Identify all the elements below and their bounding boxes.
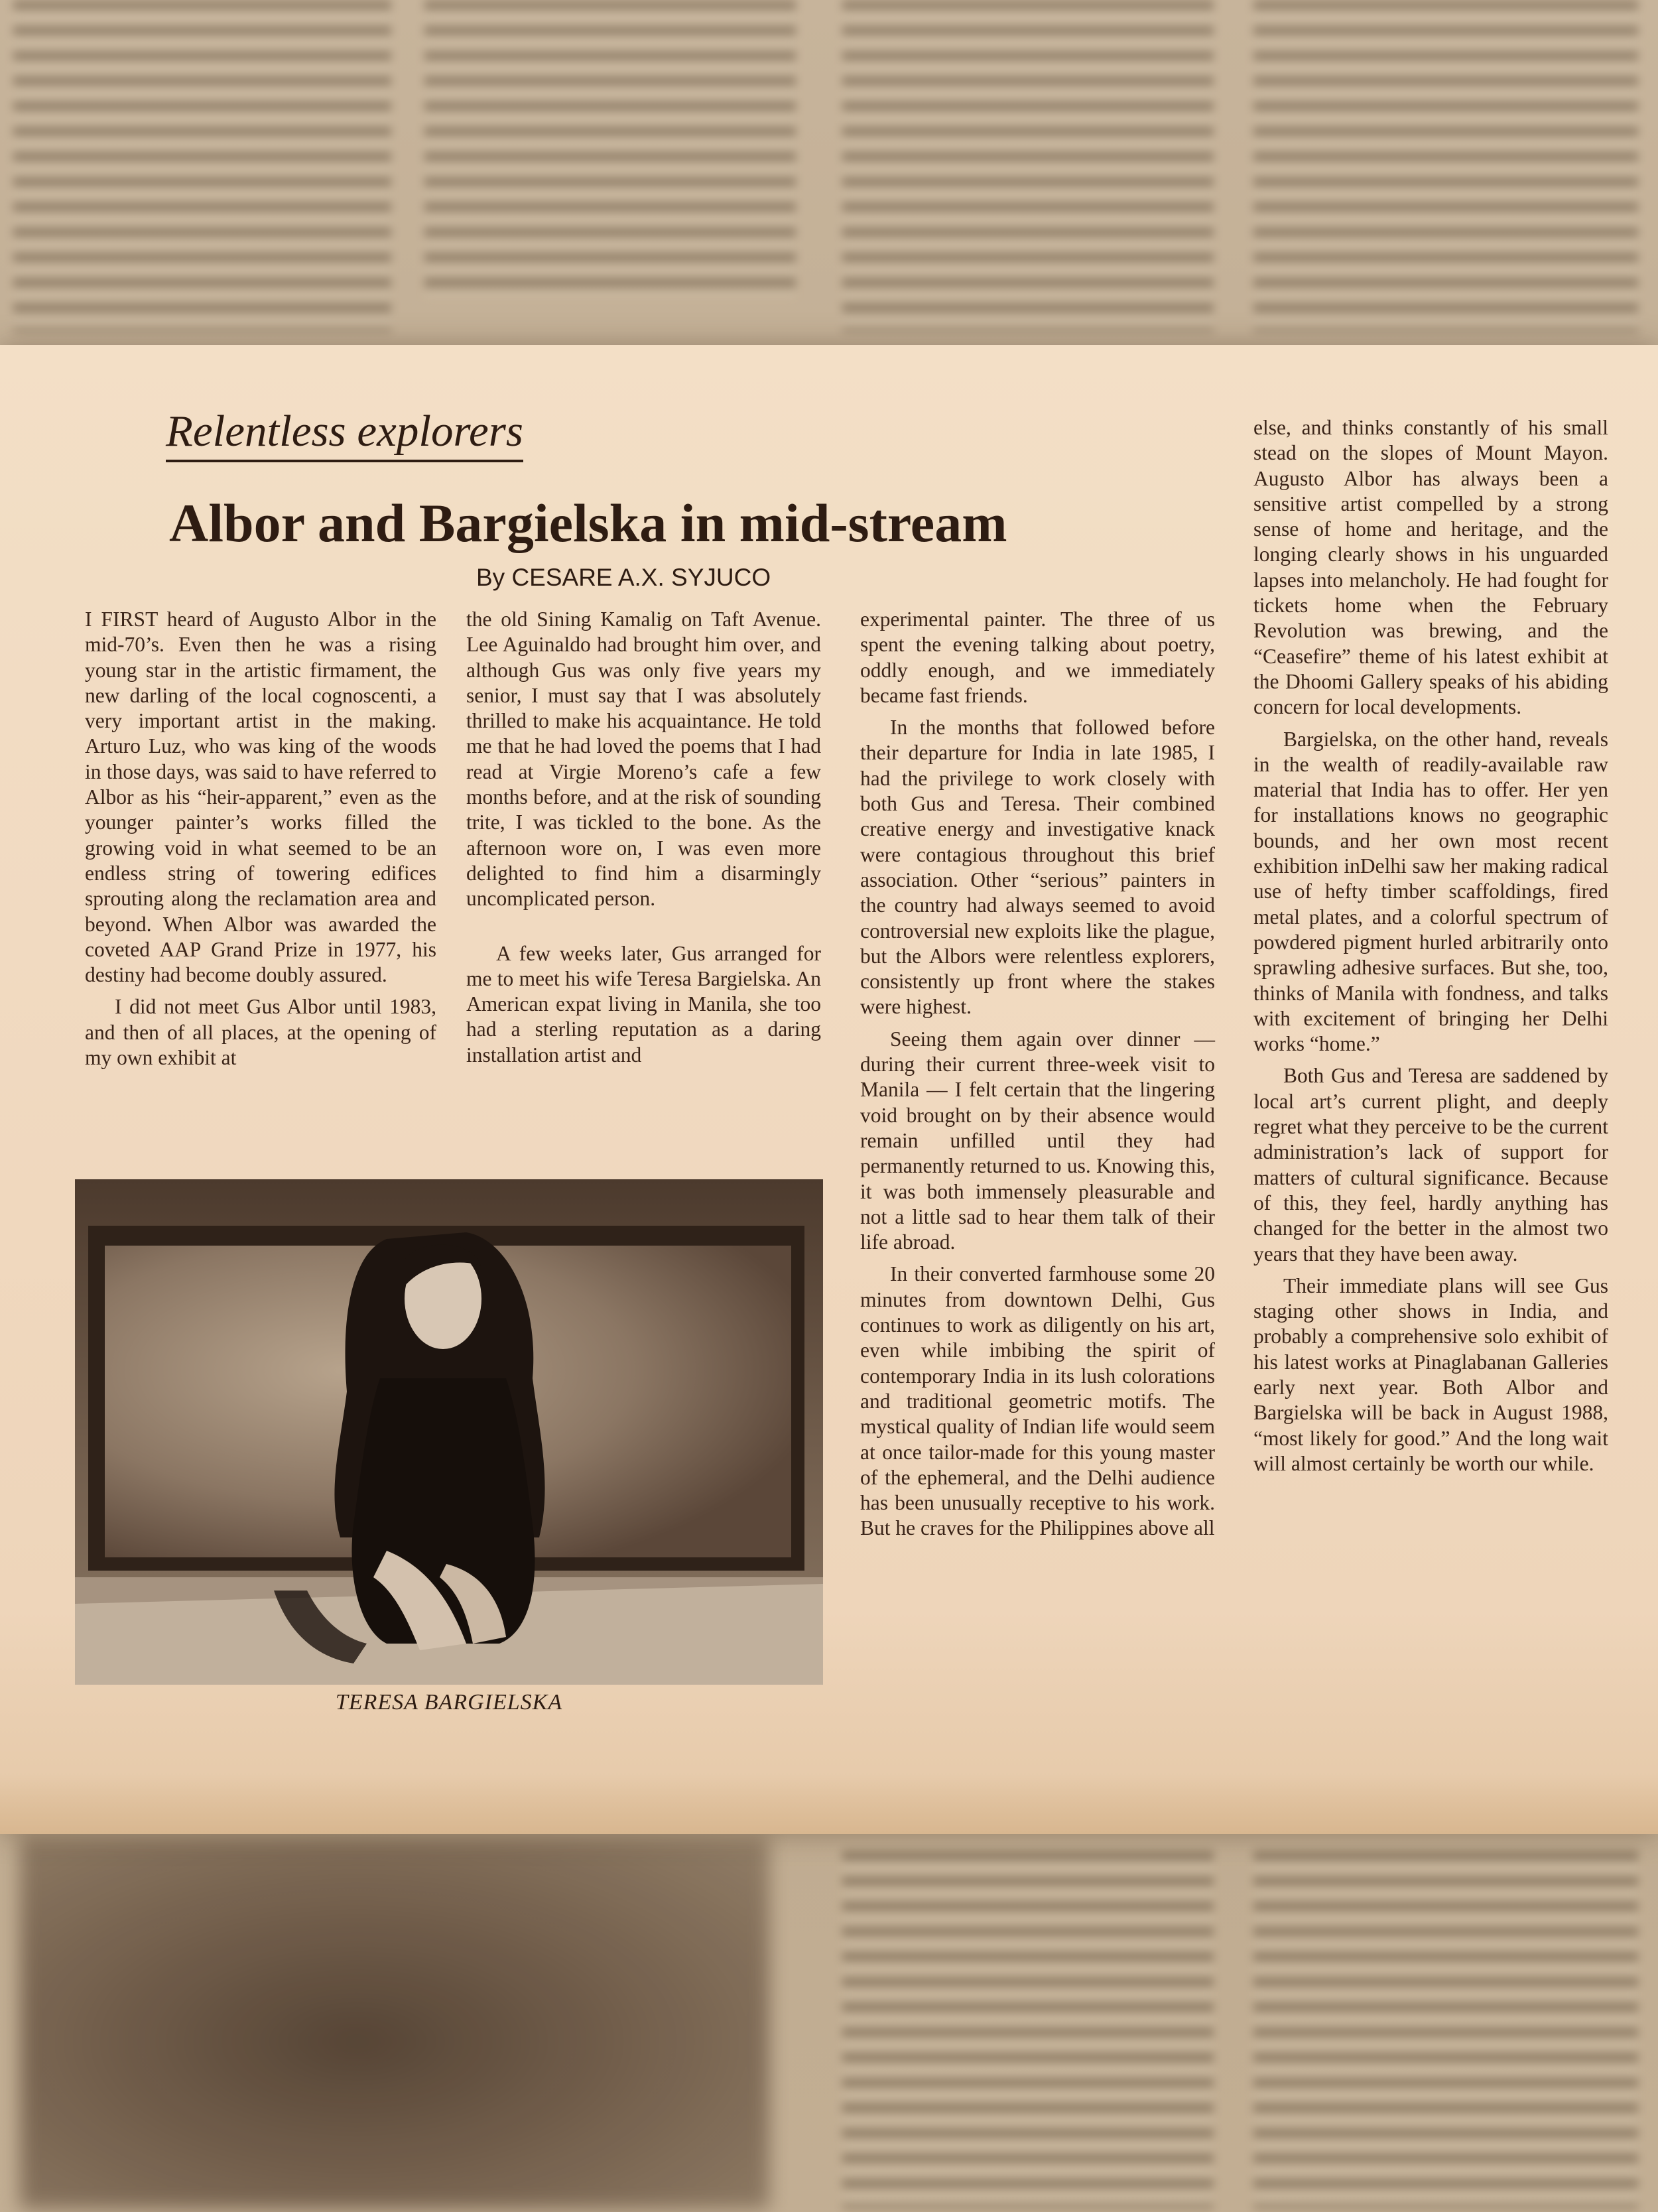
article-column-2: [466, 607, 821, 1068]
blurred-column: [842, 0, 1214, 332]
paragraph: I did not meet Gus Albor until 1983, and then of all places, at the opening of my own exhibit at: [85, 995, 436, 1070]
article-column-4: [1253, 415, 1608, 1476]
blurred-photo: [20, 1837, 769, 2209]
paragraph: In their converted farmhouse some 20 minutes from downtown Delhi, Gus continues to work as diligently on his art, even while imbibing the spirit of contemporary India in its lush colorations and traditional geometric motifs. The mystical quality of Indian life would seem at once tailor-made for this young master of the ephemeral, and the Delhi audience has been unusually receptive to his work. But he craves for the Philippines above all: [860, 1262, 1215, 1540]
blurred-column: [842, 1851, 1214, 2209]
paragraph: Seeing them again over dinner — during their current three-week visit to Manila — I felt certain that the lingering void brought on by their absence would remain unfilled until they had permanently returned to us. Knowing this, it was both immensely pleasurable and not a little sad to hear them talk of their life abroad.: [860, 1027, 1215, 1254]
article-column-1: [85, 607, 436, 1071]
blurred-column: [1253, 1851, 1638, 2209]
paragraph: experimental painter. The three of us spent the evening talking about poetry, oddly enough, and we immediately became fast friends.: [860, 608, 1215, 707]
paragraph: else, and thinks constantly of his small stead on the slopes of Mount Mayon. Augusto Albor has always been a sensitive artist compelled by a strong sense of home and heritage, and the longing clearly shows in his unguarded lapses into melancholy. He had fought for tickets home when the February Revolution was brewing, and the “Ceasefire” theme of his latest exhibit at the Dhoomi Gallery speaks of his abiding concern for local developments.: [1253, 416, 1608, 719]
newspaper-clipping: [0, 345, 1658, 1834]
paragraph: A few weeks later, Gus arranged for me to meet his wife Teresa Bargielska. An American expat living in Manila, she too had a sterling reputation as a daring installation artist and: [466, 941, 821, 1067]
blurred-column: [13, 0, 391, 332]
paragraph: Their immediate plans will see Gus staging other shows in India, and probably a comprehensive solo exhibit of his latest works at Pinaglabanan Galleries early next year. Both Albor and Bargielska will be back in August 1988, “most likely for good.” And the long wait will almost certainly be worth our while.: [1253, 1273, 1608, 1475]
photo-caption: TERESA BARGIELSKA: [335, 1690, 563, 1715]
portrait-illustration: [75, 1179, 823, 1685]
portrait-photo: [75, 1179, 823, 1685]
headline: Albor and Bargielska in mid-stream: [169, 493, 1007, 553]
paragraph: In the months that followed before their departure for India in late 1985, I had the privilege to work closely with both Gus and Teresa. Their combined creative energy and investigative knack were contagious throughout this brief association. Other “serious” painters in the country had always seemed to avoid controversial new exploits like the plague, but the Albors were relentless explorers, consistently up front where the stakes were highest.: [860, 716, 1215, 1019]
blurred-column: [1253, 0, 1638, 332]
paragraph: Both Gus and Teresa are saddened by local art’s current plight, and deeply regret what they perceive to be the current administration’s lack of support for matters of cultural significance. Because of this, they feel, hardly anything has changed for the better in the almost two years that they have been away.: [1253, 1064, 1608, 1266]
article-column-3: [860, 607, 1215, 1541]
byline: By CESARE A.X. SYJUCO: [476, 564, 771, 591]
blurred-column: [424, 0, 796, 298]
kicker: Relentless explorers: [166, 406, 523, 462]
paragraph: the old Sining Kamalig on Taft Avenue. Lee Aguinaldo had brought him over, and although Gus was only five years my senior, I must say that I was absolutely thrilled to make his acquaintance. He told me that he had loved the poems that I had read at Virgie Moreno’s cafe a few months before, and at the risk of sounding trite, I was tickled to the bone. As the afternoon wore on, I was even more delighted to find him a disarmingly uncomplicated person.: [466, 608, 821, 911]
paragraph: I FIRST heard of Augusto Albor in the mid-70’s. Even then he was a rising young star in the artistic firmament, the new darling of the local cognoscenti, a very important artist in the making. Arturo Luz, who was king of the woods in those days, was said to have referred to Albor as his “heir-apparent,” even as the younger painter’s works filled the growing void in what seemed to be an endless string of towering edifices sprouting along the reclamation area and beyond. When Albor was awarded the coveted AAP Grand Prize in 1977, his destiny had become doubly assured.: [85, 608, 436, 987]
paragraph: Bargielska, on the other hand, reveals in the wealth of readily-available raw material that India has to offer. Her yen for installations knows no geographic bounds, and her own most recent exhibition inDelhi saw her making radical use of hefty timber scaffoldings, fired metal plates, and a colorful spectrum of powdered pigment hurled arbitrarily onto sprawling adhesive surfaces. But she, too, thinks of Manila with fondness, and talks with excitement of bringing her Delhi works “home.”: [1253, 727, 1608, 1056]
